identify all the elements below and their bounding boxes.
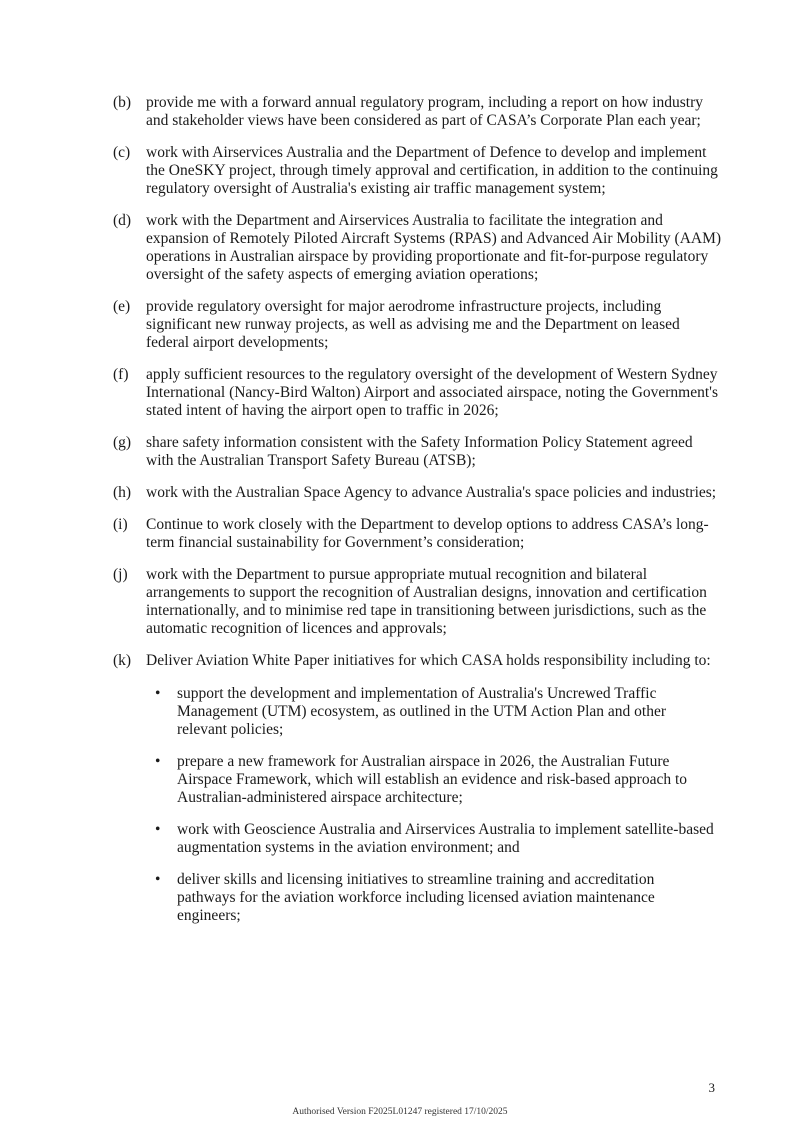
bullet-icon: • — [155, 821, 161, 838]
list-item — [113, 484, 723, 502]
item-marker: (c) — [113, 144, 131, 161]
item-marker: (b) — [113, 94, 132, 111]
item-text: Deliver Aviation White Paper initiatives for which CASA holds responsibility including to: — [146, 652, 711, 669]
bullet-icon: • — [155, 871, 161, 888]
list-item — [113, 94, 723, 130]
list-item — [113, 298, 723, 352]
item-marker: (i) — [113, 516, 128, 533]
item-text: apply sufficient resources to the regulatory oversight of the development of Western Sydney International (Nancy-Bird Walton) Airport and associated airspace, noting the Government's stated intent of having the airport open to traffic in 2026; — [146, 366, 719, 419]
item-text: work with the Department and Airservices Australia to facilitate the integration and expansion of Remotely Piloted Aircraft Systems (RPAS) and Advanced Air Mobility (AAM) operations in Australian airspace by providing proportionate and fit-for-purpose regulatory oversight of the safety aspects of emerging aviation operations; — [146, 212, 722, 283]
item-body — [146, 652, 723, 939]
initiatives-list — [146, 685, 723, 925]
sub-item-text: support the development and implementation of Australia's Uncrewed Traffic Management (UTM) ecosystem, as outlined in the UTM Action Plan and other relevant policies; — [177, 685, 667, 738]
item-text: provide me with a forward annual regulatory program, including a report on how industry and stakeholder views have been considered as part of CASA’s Corporate Plan each year; — [146, 94, 703, 129]
item-marker: (d) — [113, 212, 132, 229]
list-item — [113, 144, 723, 198]
list-item — [113, 434, 723, 470]
list-item — [113, 566, 723, 638]
sub-list-item — [146, 685, 723, 739]
item-marker: (g) — [113, 434, 132, 451]
sub-item-text: deliver skills and licensing initiatives to streamline training and accreditation pathways for the aviation workforce including licensed aviation maintenance engineers; — [177, 871, 655, 924]
list-item — [113, 652, 723, 939]
item-text: Continue to work closely with the Department to develop options to address CASA’s long-term financial sustainability for Government’s consideration; — [146, 516, 709, 551]
sub-list-item — [146, 871, 723, 925]
list-item — [113, 366, 723, 420]
sub-list-item — [146, 821, 723, 857]
sub-list-item — [146, 753, 723, 807]
provisions-list — [113, 94, 723, 953]
list-item — [113, 516, 723, 552]
registration-footer: Authorised Version F2025L01247 registered 17/10/2025 — [292, 1107, 508, 1117]
item-text: share safety information consistent with the Safety Information Policy Statement agreed with the Australian Transport Safety Bureau (ATSB); — [146, 434, 693, 469]
item-text: work with the Australian Space Agency to advance Australia's space policies and industries; — [146, 484, 717, 501]
item-text: work with the Department to pursue appropriate mutual recognition and bilateral arrangements to support the recognition of Australian designs, innovation and certification internationally, and to minimise red tape in transitioning between jurisdictions, such as the automatic recognition of licences and approvals; — [146, 566, 707, 637]
item-marker: (j) — [113, 566, 128, 583]
sub-item-text: prepare a new framework for Australian airspace in 2026, the Australian Future Airspace Framework, which will establish an evidence and risk-based approach to Australian-administered airspace architecture; — [177, 753, 688, 806]
item-text: work with Airservices Australia and the Department of Defence to develop and implement the OneSKY project, through timely approval and certification, in addition to the continuing regulatory oversight of Australia's existing air traffic management system; — [146, 144, 718, 197]
list-item — [113, 212, 723, 284]
item-marker: (k) — [113, 652, 132, 669]
sub-item-text: work with Geoscience Australia and Airservices Australia to implement satellite-based augmentation systems in the aviation environment; and — [177, 821, 714, 856]
bullet-icon: • — [155, 685, 161, 702]
item-marker: (e) — [113, 298, 131, 315]
item-marker: (h) — [113, 484, 132, 501]
item-text: provide regulatory oversight for major aerodrome infrastructure projects, including significant new runway projects, as well as advising me and the Department on leased federal airport developments; — [146, 298, 680, 351]
item-marker: (f) — [113, 366, 129, 383]
page-number: 3 — [708, 1080, 715, 1095]
bullet-icon: • — [155, 753, 161, 770]
